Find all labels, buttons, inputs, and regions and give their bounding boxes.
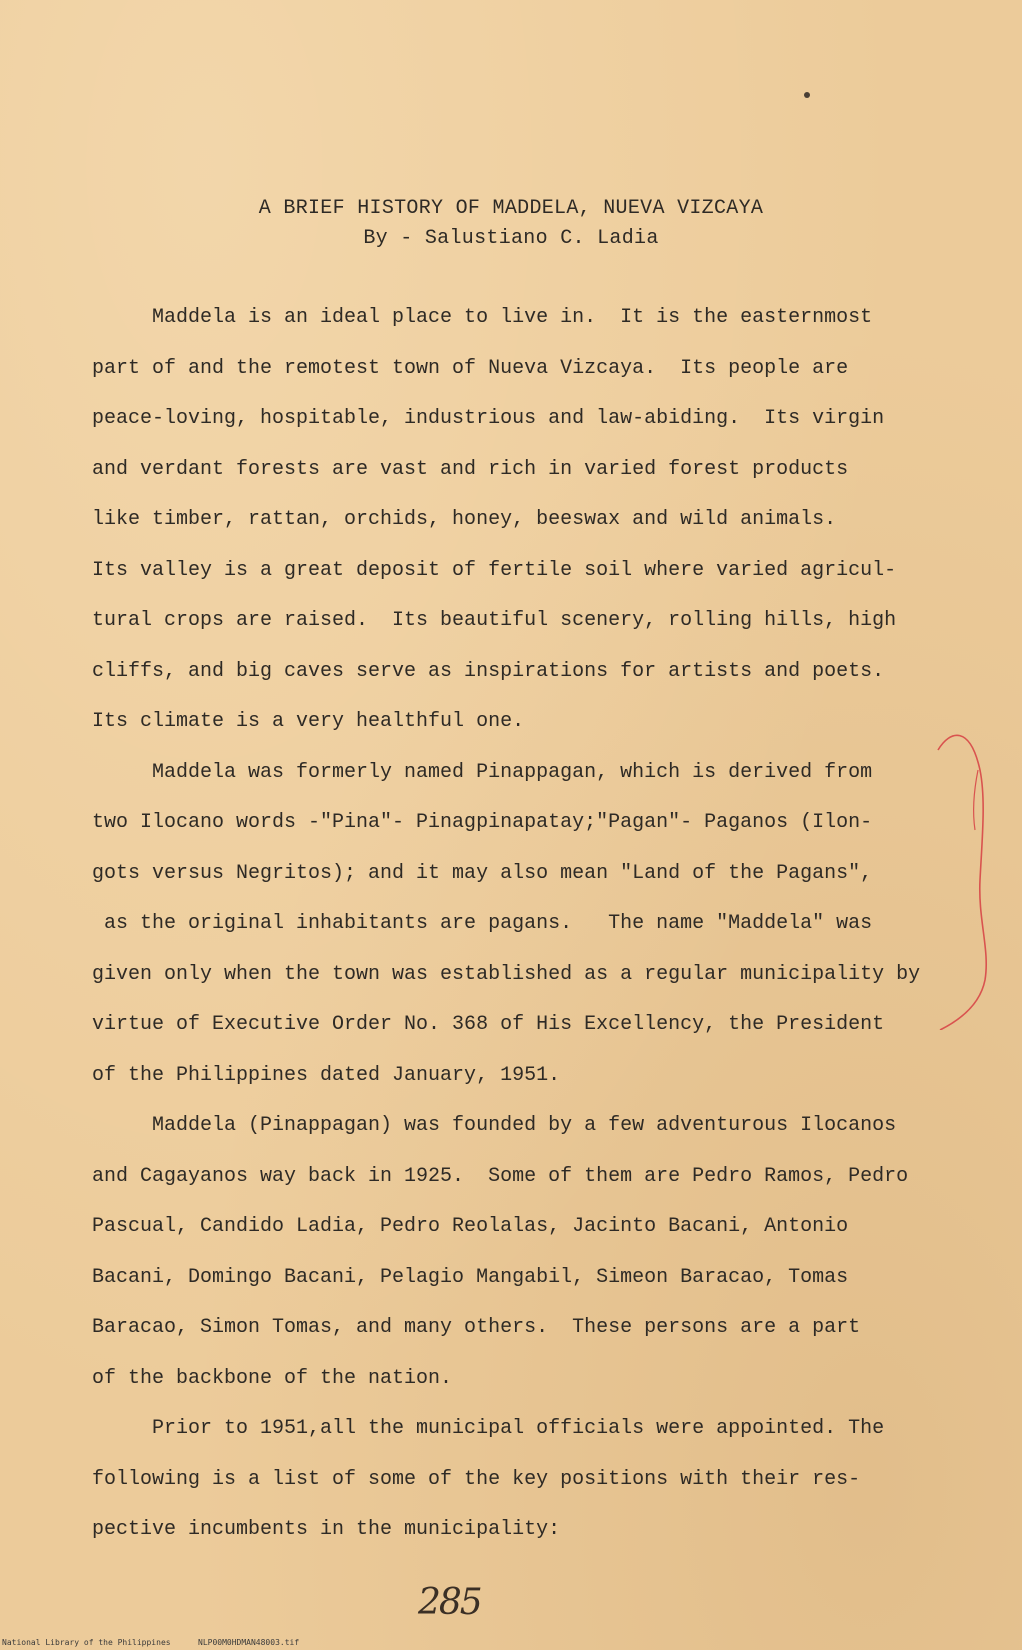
text-line: given only when the town was established as a regular municipality by: [92, 962, 921, 986]
document-body: [92, 293, 972, 1556]
ink-speck: [804, 92, 810, 98]
text-line: following is a list of some of the key positions with their res-: [92, 1467, 861, 1491]
text-line: two Ilocano words -"Pina"- Pinagpinapatay;"Pagan"- Paganos (Ilon-: [92, 811, 873, 834]
text-line: Its valley is a great deposit of fertile soil where varied agricul-: [92, 558, 897, 582]
text-line: as the original inhabitants are pagans. The name "Maddela" was: [92, 912, 873, 935]
text-line: Maddela (Pinappagan) was founded by a few adventurous Ilocanos: [92, 1114, 897, 1137]
text-line: part of and the remotest town of Nueva Vizcaya. Its people are: [92, 356, 849, 380]
text-line: gots versus Negritos); and it may also mean "Land of the Pagans",: [92, 861, 873, 885]
archive-footer-filename: NLP00M0HDMAN48003.tif: [198, 1638, 300, 1647]
text-line: Maddela was formerly named Pinappagan, which is derived from: [92, 760, 873, 784]
text-line: Baracao, Simon Tomas, and many others. These persons are a part: [92, 1316, 861, 1339]
text-line: tural crops are raised. Its beautiful scenery, rolling hills, high: [92, 609, 897, 632]
text-line: Bacani, Domingo Bacani, Pelagio Mangabil, Simeon Baracao, Tomas: [92, 1265, 849, 1289]
archive-footer-library: National Library of the Philippines: [2, 1638, 171, 1647]
page-number: 285: [418, 1582, 481, 1623]
text-line: Pascual, Candido Ladia, Pedro Reolalas, Jacinto Bacani, Antonio: [92, 1215, 849, 1238]
text-line: like timber, rattan, orchids, honey, beeswax and wild animals.: [92, 508, 837, 531]
text-line: pective incumbents in the municipality:: [92, 1518, 561, 1541]
text-line: and Cagayanos way back in 1925. Some of them are Pedro Ramos, Pedro: [92, 1164, 909, 1188]
document-header: [0, 194, 1022, 254]
document-title: A BRIEF HISTORY OF MADDELA, NUEVA VIZCAYA: [258, 197, 764, 220]
text-line: Prior to 1951,all the municipal officials were appointed. The: [92, 1417, 885, 1440]
text-line: Its climate is a very healthful one.: [92, 710, 525, 733]
red-pencil-mark: [930, 730, 1010, 1030]
text-line: and verdant forests are vast and rich in varied forest products: [92, 457, 849, 481]
text-line: virtue of Executive Order No. 368 of His Excellency, the President: [92, 1013, 885, 1036]
document-author: By - Salustiano C. Ladia: [363, 227, 659, 250]
text-line: Maddela is an ideal place to live in. It is the easternmost: [92, 306, 873, 329]
text-line: peace-loving, hospitable, industrious and law-abiding. Its virgin: [92, 407, 885, 430]
text-line: of the Philippines dated January, 1951.: [92, 1063, 561, 1087]
text-line: cliffs, and big caves serve as inspirations for artists and poets.: [92, 659, 885, 683]
text-line: of the backbone of the nation.: [92, 1366, 453, 1390]
